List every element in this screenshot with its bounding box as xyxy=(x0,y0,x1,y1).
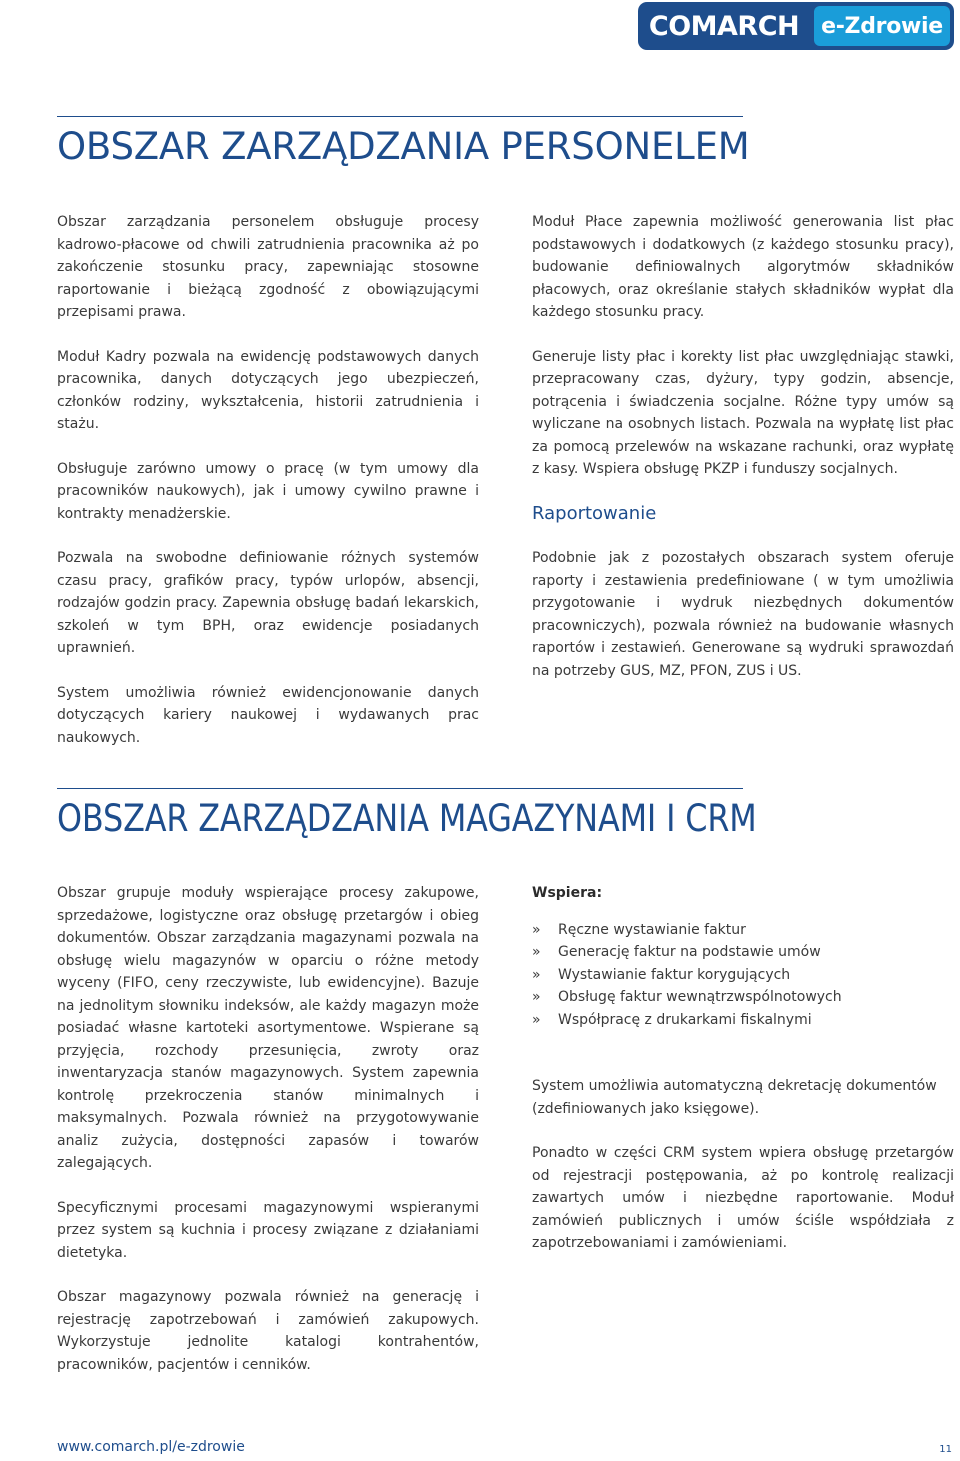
paragraph: Moduł Płace zapewnia możliwość generowania list płac podstawowych i dodatkowych (z każdego stosunku pracy), budowanie definiowalnych algorytmów składników płacowych, oraz określanie stałych składników wypłat dla każdego stosunku pracy. xyxy=(532,214,954,320)
supports-list xyxy=(532,919,954,1032)
list-item xyxy=(532,941,954,964)
paragraph: Ponadto w części CRM system wpiera obsługę przetargów od rejestracji postępowania, aż po kontrolę realizacji zawartych umów i niezbędne raportowanie. Moduł zamówień publicznych i umów ściśle współdziała z zapotrzebowaniami i zamówieniami. xyxy=(532,1145,954,1251)
list-item xyxy=(532,964,954,987)
logo-e-zdrowie-text: e-Zdrowie xyxy=(814,6,950,46)
paragraph: Obszar zarządzania personelem obsługuje procesy kadrowo-płacowe od chwili zatrudnienia pracownika aż po zakończenie stosunku pracy, zapewniając stosowne raportowanie i bieżącą zgodność z obowiązującymi przepisami prawa. xyxy=(57,214,479,320)
page-number: 11 xyxy=(939,1444,952,1455)
paragraph: System umożliwia automatyczną dekretację dokumentów (zdefiniowanych jako księgowe). xyxy=(532,1078,937,1117)
section-divider xyxy=(57,116,743,117)
section-title-warehouse-crm: OBSZAR ZARZĄDZANIA MAGAZYNAMI I CRM xyxy=(57,797,757,840)
paragraph: Obszar magazynowy pozwala również na generację i rejestrację zapotrzebowań i zamówień zakupowych. Wykorzystuje jednolite katalogi kontrahentów, pracowników, pacjentów i cenników. xyxy=(57,1289,479,1373)
paragraph: Podobnie jak z pozostałych obszarach system oferuje raporty i zestawienia predefiniowane ( w tym umożliwia przygotowanie i wydruk niezbędnych dokumentów pracowniczych), pozwala również na budowanie własnych raportów i zestawień. Generowane są wydruki sprawozdań na potrzeby GUS, MZ, PFON, ZUS i US. xyxy=(532,550,954,679)
bullet-marker: » xyxy=(532,921,541,938)
list-item-text: Ręczne wystawianie faktur xyxy=(558,921,746,938)
subheading-reporting: Raportowanie xyxy=(532,502,657,524)
personnel-left-column xyxy=(57,211,479,771)
warehouse-right-column xyxy=(532,882,954,1277)
paragraph: Obszar grupuje moduły wspierające procesy zakupowe, sprzedażowe, logistyczne oraz obsługę przetargów i obieg dokumentów. Obszar zarządzania magazynami pozwala na obsługę wielu magazynów w oparciu o różne metody wyceny (FIFO, ceny rzeczywiste, lub ewidencyjne). Bazuje na jednolitym słowniku indeksów, ale każdy magazyn może posiadać własne kartoteki asortymentowe. Wspierane są przyjęcia, rozchody przesunięcia, zwroty oraz inwentaryzacja stanów magazynowych. System zapewnia kontrolę przekroczenia stanów minimalnych i maksymalnych. Pozwala również na przygotowywanie analiz zużycia, dostępności zapasów i towarów zalegających. xyxy=(57,885,479,1171)
paragraph: Specyficznymi procesami magazynowymi wspieranymi przez system są kuchnia i procesy związane z działaniami dietetyka. xyxy=(57,1199,479,1261)
footer-website-link[interactable]: www.comarch.pl/e-zdrowie xyxy=(57,1439,245,1455)
paragraph: System umożliwia również ewidencjonowanie danych dotyczących kariery naukowej i wydawanych prac naukowych. xyxy=(57,684,479,746)
list-item xyxy=(532,986,954,1009)
list-item-text: Generację faktur na podstawie umów xyxy=(558,944,821,960)
list-item-text: Współpracę z drukarkami fiskalnymi xyxy=(558,1011,812,1028)
list-item-text: Wystawianie faktur korygujących xyxy=(558,966,791,983)
paragraph: Generuje listy płac i korekty list płac uwzględniając stawki, przepracowany czas, dyżury, typy godzin, absencje, potrącenia i świadczenia socjalne. Różne typy umów są wyliczane na osobnych listach. Pozwala na wypłatę list płac za pomocą przelewów na wskazane rachunki, oraz wypłatę z kasy. Wspiera obsługę PKZP i funduszy socjalnych. xyxy=(532,348,954,477)
list-item xyxy=(532,1009,954,1032)
section-divider xyxy=(57,788,743,789)
list-item-text: Obsługę faktur wewnątrzwspólnotowych xyxy=(558,989,842,1005)
bullet-marker: » xyxy=(532,944,541,960)
bullet-marker: » xyxy=(532,989,541,1005)
list-item xyxy=(532,919,954,942)
logo-comarch-text: COMARCH xyxy=(648,10,800,42)
bullet-marker: » xyxy=(532,1011,541,1028)
paragraph: Pozwala na swobodne definiowanie różnych systemów czasu pracy, grafików pracy, typów urlopów, absencji, rodzajów godzin pracy. Zapewnia obsługę badań lekarskich, szkoleń w tym BPH, oraz ewidencje posiadanych uprawnień. xyxy=(57,550,479,656)
bullet-marker: » xyxy=(532,966,541,983)
section-title-personnel: OBSZAR ZARZĄDZANIA PERSONELEM xyxy=(57,125,750,168)
warehouse-left-column xyxy=(57,882,479,1398)
personnel-right-column xyxy=(532,211,954,704)
paragraph: Obsługuje zarówno umowy o pracę (w tym umowy dla pracowników naukowych), jak i umowy cywilno prawne i kontrakty menadżerskie. xyxy=(57,460,479,522)
comarch-e-zdrowie-logo xyxy=(638,2,954,50)
paragraph: Moduł Kadry pozwala na ewidencję podstawowych danych pracownika, danych dotyczących jego ubezpieczeń, członków rodziny, wykształcenia, historii zatrudnienia i stażu. xyxy=(57,348,479,432)
supports-label: Wspiera: xyxy=(532,885,603,901)
